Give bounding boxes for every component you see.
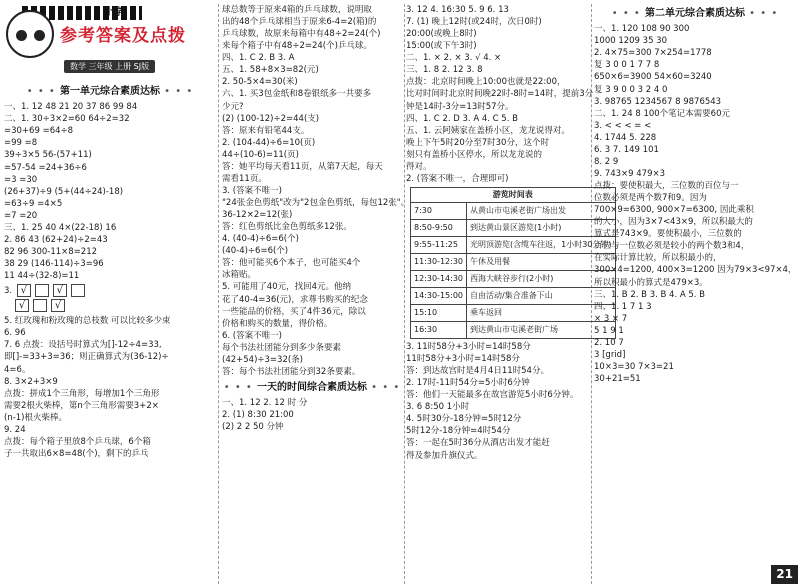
answer-line: =99 =8 (4, 138, 38, 149)
answer-line: 答：他们一天能最多在故宫游览5小时6分钟。 (406, 390, 579, 401)
answer-list (4, 315, 216, 460)
answer-line: 乒乓球数，故原来每箱中有48÷2=24(个) (222, 29, 381, 40)
answer-line: =7 =20 (4, 210, 38, 221)
activity-cell: 乘车返回 (467, 304, 616, 321)
answer-line: 球总数等于原来4箱的乒乓球数，说明取 (222, 5, 372, 15)
answer-line: 答：到达故宫时是4月4日11时54分。 (406, 366, 549, 377)
answer-line: 7. (1) 晚上12时(或24时，次日0时) (406, 17, 542, 28)
answer-line: 3. < < < = < (594, 120, 652, 131)
section-title: • • • 第一单元综合素质达标 • • • (26, 86, 194, 97)
answer-line: 10×3=30 7×3=21 (594, 361, 674, 372)
answer-line: =3 =30 (4, 174, 38, 185)
activity-cell: 自由活动/集合准备下山 (467, 287, 616, 304)
section-title: • • • 第二单元综合素质达标 • • • (611, 8, 779, 19)
answer-line: 9. 24 (4, 424, 26, 435)
time-cell: 7:30 (411, 202, 467, 219)
answer-line: 的大小，因为3×7<43×9，所以积最大的 (594, 217, 753, 228)
answer-line: 六、1. 买3包金纸和8卷银纸多一共要多 (222, 89, 372, 100)
answer-line: 15:00(或下午3时) (406, 41, 477, 52)
answer-line: 子一共取出6×8=48(个)，剩下的乒乓 (4, 448, 149, 459)
answer-line: 6. 96 (4, 328, 26, 339)
answer-line: 30+21=51 (594, 374, 641, 384)
answer-list (406, 4, 594, 185)
answer-line: 39÷3×5 56-(57+11) (4, 150, 92, 161)
answer-line: 得及参加升旗仪式。 (406, 450, 483, 461)
time-cell: 8:50-9:50 (411, 219, 467, 236)
time-cell: 16:30 (411, 321, 467, 338)
answer-line: 算式是743×9。要使积最小，三位数的 (594, 229, 742, 240)
answer-list (222, 397, 402, 433)
answer-line: 11 44÷(32-8)=11 (4, 271, 80, 282)
activity-cell: 西海大峡谷步行(2小时) (467, 270, 616, 287)
table-row (411, 304, 616, 321)
header (4, 4, 216, 82)
answer-line: 一、1. 12 48 21 20 37 86 99 84 (4, 102, 138, 113)
column-2 (222, 4, 410, 584)
answer-line: =30+69 =64÷8 (4, 126, 74, 137)
answer-line: 点拨：要使积最大，三位数的百位与一 (594, 181, 739, 191)
answer-line: 650×6=3900 54×60=3240 (594, 72, 712, 83)
answer-line: 2. 86 43 (62+24)÷2=43 (4, 234, 108, 245)
answer-line: 二、1. 30÷3×2=60 64÷2=32 (4, 114, 130, 125)
check-row: 3. √ √ (4, 284, 216, 297)
mascot-icon (6, 10, 54, 58)
answer-line: 二、1. × 2. × 3. √ 4. × (406, 53, 502, 64)
answer-line: 4=6。 (4, 364, 31, 375)
answer-line: 4. 5时30分-18分钟=5时12分 (406, 414, 522, 425)
answer-line: 5. 红玫瑰和粉玫瑰的总枝数 可以比较多少束 (4, 316, 171, 327)
answer-line: 四、1. C 2. D 3. A 4. C 5. B (406, 113, 518, 124)
activity-cell: 从黄山市屯溪老街广场出发 (467, 202, 616, 219)
answer-line: 44÷(10-6)=11(页) (222, 149, 299, 160)
answer-line: 3. 98765 1234567 8 9876543 (594, 96, 722, 107)
answer-line: 刻只有盖桥小区停水，所以龙龙说的 (406, 149, 543, 160)
answer-line: 五、1. 云阿姨家在盖桥小区，龙龙说得对。 (406, 125, 570, 136)
activity-cell: 午休及用餐 (467, 253, 616, 270)
answer-list (222, 4, 410, 378)
answer-line: 38 29 (146-114)÷3=96 (4, 259, 104, 269)
answer-line: =57-54 =24+36÷6 (4, 162, 87, 173)
table-row (411, 202, 616, 219)
answer-line: (42+54)÷3=32(条) (222, 354, 303, 365)
answer-line: =63÷9 =4×5 (4, 198, 63, 209)
answer-line: × 3 × 7 (594, 313, 628, 324)
answer-line: 300×4=1200, 400×3=1200 因为79×3<97×4， (594, 265, 797, 276)
answer-line: 700×9=6300, 900×7=6300, 因此乘积 (594, 205, 754, 216)
answer-line: 9. 743×9 479×3 (594, 168, 666, 179)
answer-line: 2. 17时-11时54分=5小时6分钟 (406, 378, 530, 389)
answer-line: 需要2根火柴棒，第n个三角形需要3+2× (4, 400, 159, 411)
column-4 (594, 4, 796, 584)
answer-line: 3. 6 8:50 1小时 (406, 402, 470, 413)
answer-line: 7. 6 点拨：设括号时算式为[]-12÷4=33, (4, 340, 162, 351)
column-1 (4, 4, 216, 584)
activity-cell: 光明顶游览(含缆车往返，1小时30分钟) (467, 236, 616, 253)
answer-list (406, 341, 589, 462)
answer-line: 8. 2 9 (594, 156, 619, 167)
answer-line: 82 96 300-11×8=212 (4, 246, 98, 257)
answer-list (594, 23, 796, 385)
answer-line: 百位与一位数必须是较小的两个数3和4， (594, 241, 750, 252)
answer-line: 答：原来有铅笔44支。 (222, 125, 310, 136)
time-cell: 9:55-11:25 (411, 236, 467, 253)
column-divider (218, 4, 219, 584)
answer-line: 位数必须是两个数7和9。因为 (594, 193, 707, 204)
answer-line: 2. (答案不唯一，合理即可) (406, 173, 509, 184)
answer-line: 三、1. B 2. B 3. B 4. A 5. B (594, 289, 706, 300)
answer-line: 3. (答案不唯一) (222, 185, 282, 196)
answer-line: 得对。 (406, 161, 432, 172)
answer-line: 8. 3×2+3×9 (4, 376, 58, 387)
answer-list (4, 101, 216, 282)
answer-line: 4. (40-4)÷6=6(个) (222, 234, 299, 245)
answer-line: 出的48个乒乓球相当于原来6-4=2(箱)的 (222, 17, 377, 28)
answer-line: 点拨：拼成1个三角形，每增加1个三角形 (4, 388, 160, 399)
answer-line: 2. 4×75=300 7×254=1778 (594, 48, 712, 59)
answer-line: 即[]-=33+3=36；则正确算式为(36-12)÷ (4, 352, 169, 363)
page-number: 21 (771, 565, 798, 584)
answer-line: 所以积最小的算式是479×3。 (594, 277, 708, 288)
answer-line: (n-1)根火柴棒。 (4, 412, 67, 423)
answer-line: 4. 1744 5. 228 (594, 132, 657, 143)
check-row: √ √ (13, 299, 216, 312)
answer-line: (2) (100-12)÷2=44(支) (222, 113, 320, 124)
answer-line: 每个书法社团能分到多少条要素 (222, 342, 342, 353)
answer-line: 36-12×2=12(张) (222, 210, 293, 221)
answer-line: (40-4)÷6=6(个) (222, 246, 289, 257)
table-row (411, 236, 616, 253)
answer-line: 在实际计算比较，所以积最小的， (594, 253, 722, 264)
answer-line: 答：她平均每天看11页，从第7天起，每天 (222, 161, 383, 172)
time-cell: 15:10 (411, 304, 467, 321)
answer-line: 复 3 9 0 0 3 2 4 0 (594, 84, 668, 95)
answer-line: 答：一起在5时36分从酒店出发才能赶 (406, 438, 550, 449)
answer-line: 答：每个书法社团能分到32条要素。 (222, 366, 361, 377)
answer-line: 来每个箱子中有48÷2=24(个)乒乓球。 (222, 41, 372, 52)
answer-line: "24张金色剪纸"改为"2包金色剪纸，每包12张"。 (222, 198, 410, 208)
activity-cell: 到达黄山市屯溪老街广场 (467, 321, 616, 338)
table-row (411, 321, 616, 338)
answer-line: 钟是14时-3分=13时57分。 (406, 101, 514, 112)
answer-line: 答：红色剪纸比金色剪纸多12张。 (222, 222, 352, 233)
answer-line: 复 3 0 0 1 7 7 8 (594, 60, 660, 71)
answer-line: 5. 可能用了40元，找回4元。他纳 (222, 282, 352, 293)
column-divider (404, 4, 405, 584)
answer-line: 3. 12 4. 16:30 5. 9 6. 13 (406, 5, 509, 15)
answer-line: 答：他可能买6个本子，也可能买4个 (222, 258, 361, 269)
answer-line: 11时58分+3小时=14时58分 (406, 354, 520, 364)
header-brand: 小学 (104, 7, 124, 18)
answer-line: 点拨：每个箱子里放8个乒乓球，6个箱 (4, 436, 151, 447)
answer-line: 6. 3 7. 149 101 (594, 144, 659, 155)
activity-cell: 到达黄山景区游览(1小时) (467, 219, 616, 236)
answer-line: (26+37)÷9 (5+(44÷24)-18) (4, 186, 124, 197)
section-title: • • • 一天的时间综合素质达标 • • • (223, 381, 401, 393)
table-row (411, 253, 616, 270)
answer-line: 少元? (222, 101, 244, 112)
answer-line: 二、1. 24 8 100个笔记本需要60元 (594, 108, 730, 119)
answer-line: 一、1. 12 2. 12 时 分 (222, 398, 308, 409)
answer-line: 点拨：北京时间晚上10:00也就是22:00， (406, 77, 566, 88)
answer-line: 3 [grid] (594, 349, 626, 360)
table-title: 游览时间表 (411, 187, 616, 202)
answer-line: 2. (1) 8:30 21:00 (222, 410, 294, 421)
answer-line: 5时12分-18分钟=4时54分 (406, 426, 511, 437)
answer-line: 2. 10 7 (594, 337, 624, 348)
time-cell: 12:30-14:30 (411, 270, 467, 287)
answer-line: 一、1. 120 108 90 300 (594, 24, 690, 35)
answer-line: 20:00(或晚上8时) (406, 29, 477, 40)
answer-line: 花了40-4=36(元)，求尊书购买的纪念 (222, 294, 368, 305)
answer-line: 3. 11时58分+3小时=14时58分 (406, 341, 531, 352)
answer-line: 冰箱贴。 (222, 270, 257, 281)
header-tag: 数学 三年级 上册 SJ版 (64, 60, 155, 73)
time-cell: 14:30-15:00 (411, 287, 467, 304)
answer-line: 6. (答案不唯一) (222, 330, 282, 341)
header-title: 参考答案及点拨 (60, 26, 186, 46)
answer-line: (2) 2 2 50 分钟 (222, 422, 284, 433)
answer-line: 2. (104-44)÷6=10(页) (222, 137, 316, 148)
answer-line: 比对时间时北京时间晚22时-8时=14时，提前3分 (406, 89, 594, 100)
answer-line: 四、1. 1 7 1 3 (594, 301, 652, 312)
table-row (411, 270, 616, 287)
answer-line: 一些能品的价格，买了4件36元，除以 (222, 306, 366, 317)
time-cell: 11:30-12:30 (411, 253, 467, 270)
answer-line: 价格和购买的数量，得价格。 (222, 318, 333, 329)
table-row (411, 219, 616, 236)
table-row (411, 287, 616, 304)
answer-line: 5 1 9 1 (594, 325, 624, 336)
answer-line: 三、1. 8 2. 12 3. 8 (406, 65, 483, 76)
answer-line: 三、1. 25 40 4×(22-18) 16 (4, 222, 117, 233)
schedule-table (410, 187, 616, 339)
answer-line: 四、1. C 2. B 3. A (222, 53, 295, 64)
answer-line: 五、1. 58+8×3=82(元) (222, 65, 319, 76)
answer-line: 1000 1209 35 30 (594, 36, 668, 47)
answer-line: 2. 50-5×4=30(米) (222, 77, 298, 88)
answer-line: 晚上下午5时20分至7时30分，这个时 (406, 137, 549, 148)
answer-line: 需看11页。 (222, 173, 267, 184)
